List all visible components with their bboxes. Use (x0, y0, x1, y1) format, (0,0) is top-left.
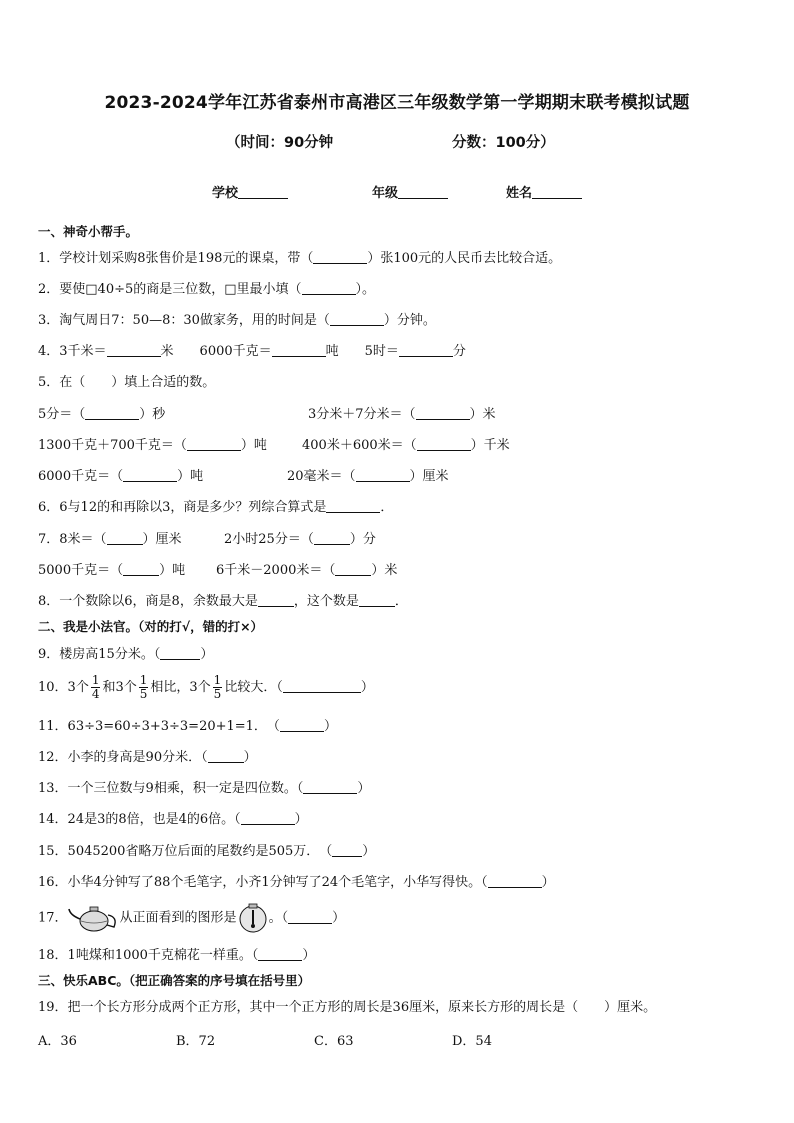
exam-score: 分数：100分） (452, 135, 555, 151)
exam-time: （时间：90分钟 (226, 135, 334, 151)
question-11: 11．63÷3=60÷3+3÷3=20+1=1． （ ） (38, 719, 337, 734)
teapot-icon (68, 903, 120, 933)
section-1-heading: 一、神奇小帮手。 (38, 224, 139, 239)
answer-blank[interactable] (332, 842, 362, 857)
fraction-one-fifth: $\frac{1}{5}$ (139, 673, 148, 701)
grade-field (372, 182, 448, 201)
name-field (506, 182, 582, 201)
question-7-item: 2小时25分＝（ ）分 (224, 532, 376, 547)
answer-blank[interactable] (85, 405, 139, 420)
grade-label: 年级 (372, 186, 399, 201)
answer-blank[interactable] (326, 498, 380, 513)
answer-blank[interactable] (280, 717, 324, 732)
question-5-item: 3分米＋7分米＝（ ）米 (308, 407, 496, 422)
question-2: 2．要使□40÷5的商是三位数，□里最小填（ ）。 (38, 282, 376, 297)
question-13: 13．一个三位数与9相乘，积一定是四位数。（ ） (38, 781, 371, 796)
answer-blank[interactable] (272, 342, 326, 357)
answer-blank[interactable] (399, 342, 453, 357)
page-title: 2023-2024学年江苏省泰州市高港区三年级数学第一学期期末联考模拟试题 (104, 93, 690, 113)
question-3: 3．淘气周日7：50—8：30做家务，用的时间是（ ）分钟。 (38, 313, 436, 328)
school-blank[interactable] (238, 184, 288, 199)
question-5: 5．在（ ）填上合适的数。 (38, 375, 216, 390)
option-b[interactable]: B．72 (176, 1034, 216, 1049)
answer-blank[interactable] (417, 436, 471, 451)
answer-blank[interactable] (356, 467, 410, 482)
question-4: 4．3千米＝ 米 6000千克＝ 吨 5时＝ 分 (38, 344, 466, 359)
answer-blank[interactable] (107, 342, 161, 357)
question-8: 8．一个数除以6，商是8，余数最大是 ，这个数是 ． (38, 594, 408, 609)
answer-blank[interactable] (258, 592, 294, 607)
question-17: 17． 从正面看到的图形是 。（ ） (38, 902, 345, 935)
section-3-heading: 三、快乐ABC。（把正确答案的序号填在括号里） (38, 973, 311, 988)
section-2-heading: 二、我是小法官。（对的打√，错的打×） (38, 619, 264, 634)
school-label: 学校 (212, 186, 239, 201)
answer-blank[interactable] (335, 561, 371, 576)
name-blank[interactable] (532, 184, 582, 199)
answer-blank[interactable] (208, 748, 244, 763)
question-9: 9．楼房高15分米。（ ） (38, 647, 214, 662)
question-5-item: 6000千克＝（ ）吨 (38, 469, 204, 484)
answer-blank[interactable] (288, 909, 332, 924)
answer-blank[interactable] (123, 561, 159, 576)
answer-blank[interactable] (416, 405, 470, 420)
answer-blank[interactable] (330, 311, 384, 326)
answer-blank[interactable] (258, 946, 302, 961)
question-5-item: 1300千克＋700千克＝（ ）吨 (38, 438, 267, 453)
answer-blank[interactable] (313, 249, 367, 264)
question-19: 19．把一个长方形分成两个正方形，其中一个正方形的周长是36厘米，原来长方形的周长是（ ）厘米。 (38, 1000, 657, 1015)
question-18: 18．1吨煤和1000千克棉花一样重。（ ） (38, 948, 316, 963)
answer-blank[interactable] (241, 810, 295, 825)
question-5-item: 20毫米＝（ ）厘米 (287, 469, 449, 484)
answer-blank[interactable] (160, 645, 200, 660)
question-6: 6．6与12的和再除以3，商是多少？列综合算式是 ． (38, 500, 394, 515)
question-15: 15．5045200省略万位后面的尾数约是505万． （ ） (38, 844, 376, 859)
question-12: 12．小李的身高是90分米．（ ） (38, 750, 257, 765)
answer-blank[interactable] (303, 779, 357, 794)
question-7-item: 6千米－2000米＝（ ）米 (216, 563, 398, 578)
question-7-item: 5000千克＝（ ）吨 (38, 563, 186, 578)
question-14: 14．24是3的8倍，也是4的6倍。（ ） (38, 812, 308, 827)
answer-blank[interactable] (302, 280, 356, 295)
answer-blank[interactable] (107, 530, 143, 545)
question-7-item: 7．8米＝（ ）厘米 (38, 532, 182, 547)
option-a[interactable]: A．36 (38, 1034, 77, 1049)
answer-blank[interactable] (187, 436, 241, 451)
answer-blank[interactable] (488, 873, 542, 888)
question-5-item: 5分＝（ ）秒 (38, 407, 166, 422)
question-1: 1．学校计划采购8张售价是198元的课桌，带（ ）张100元的人民币去比较合适。 (38, 251, 562, 266)
question-5-item: 400米＋600米＝（ ）千米 (302, 438, 510, 453)
option-d[interactable]: D．54 (452, 1034, 492, 1049)
grade-blank[interactable] (398, 184, 448, 199)
answer-blank[interactable] (283, 678, 361, 693)
school-field (212, 182, 288, 201)
answer-blank[interactable] (359, 592, 395, 607)
answer-blank[interactable] (123, 467, 177, 482)
question-10: 10．3个 $\frac{1}{4}$ 和3个 $\frac{1}{5}$ 相比，3个 $\frac{1}{5}$ 比较大．（ ） (38, 673, 374, 701)
name-label: 姓名 (506, 186, 533, 201)
answer-blank[interactable] (314, 530, 350, 545)
fraction-one-fourth: $\frac{1}{4}$ (91, 673, 100, 701)
question-16: 16．小华4分钟写了88个毛笔字，小齐1分钟写了24个毛笔字，小华写得快。（ ） (38, 875, 555, 890)
option-c[interactable]: C．63 (314, 1034, 354, 1049)
teapot-front-view-icon (237, 902, 269, 934)
fraction-one-fifth: $\frac{1}{5}$ (213, 673, 222, 701)
